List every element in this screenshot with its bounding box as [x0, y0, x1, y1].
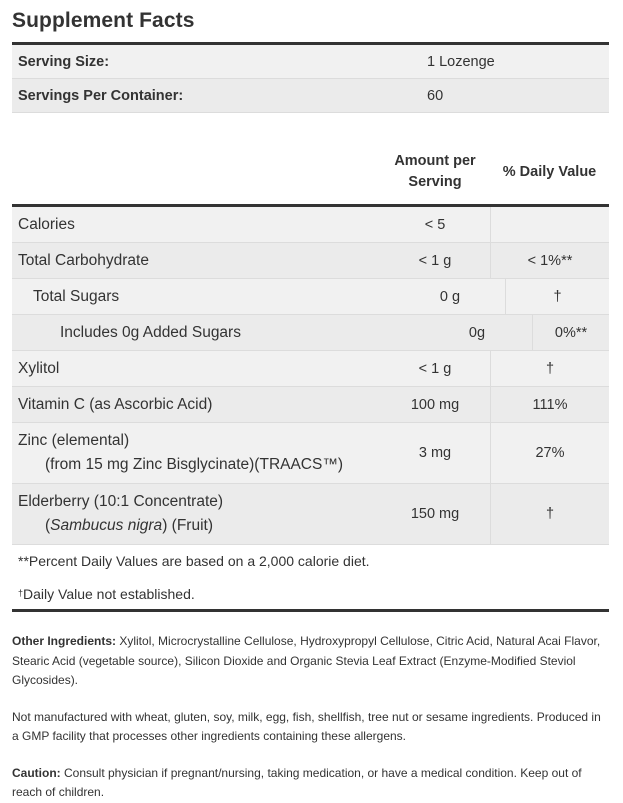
allergen-statement: Not manufactured with wheat, gluten, soy, milk, egg, fish, shellfish, tree nut or sesame ingredients. Produced in a GMP facility that processes other ingredients containing these allergens.: [12, 709, 601, 743]
nutrient-name: Vitamin C (as Ascorbic Acid): [18, 395, 213, 413]
nutrient-amount: 3 mg: [380, 423, 491, 483]
dagger-footnote: [12, 577, 609, 612]
nutrient-amount: < 1 g: [380, 351, 491, 386]
nutrient-name: Elderberry (10:1 Concentrate): [18, 493, 224, 510]
other-ingredients-label: Other Ingredients:: [12, 634, 117, 648]
dagger-text: Daily Value not established.: [23, 586, 195, 602]
percent-daily-footnote: **Percent Daily Values are based on a 2,000 calorie diet.: [18, 553, 370, 569]
other-ingredients: [12, 632, 609, 691]
nutrient-name: Zinc (elemental): [18, 432, 130, 449]
nutrient-daily-value: †: [553, 288, 562, 305]
serving-size-value: 1 Lozenge: [427, 53, 495, 70]
nutrient-daily-value: 111%: [532, 396, 568, 413]
nutrient-daily-value: †: [545, 360, 555, 377]
nutrient-amount: 100 mg: [380, 387, 491, 422]
nutrient-daily-value: 0%**: [554, 324, 588, 341]
nutrient-amount: 0g: [422, 315, 533, 350]
servings-per-container-value: 60: [427, 87, 444, 104]
nutrient-amount: 0 g: [395, 279, 506, 314]
nutrient-amount: 150 mg: [380, 484, 491, 544]
nutrient-daily-value: †: [545, 506, 555, 522]
caution-label: Caution:: [12, 765, 61, 780]
nutrient-daily-value: [491, 207, 609, 242]
caution-text: Consult physician if pregnant/nursing, taking medication, or have a medical condition. Keep out of reach of children.: [12, 765, 582, 799]
nutrient-name: Total Sugars: [33, 287, 120, 305]
latin-name: Sambucus nigra: [50, 517, 163, 534]
serving-size-row: [12, 45, 609, 79]
header-amount-line2: Serving: [408, 174, 462, 190]
nutrient-source: (from 15 mg Zinc Bisglycinate)(TRAACS™): [45, 456, 344, 473]
table-row: [12, 423, 609, 484]
table-row: [12, 207, 609, 243]
nutrient-table-header: [12, 140, 609, 207]
source-close: ) (Fruit): [162, 517, 213, 534]
table-row: [12, 315, 609, 351]
table-row: [12, 279, 609, 315]
nutrient-name: Total Carbohydrate: [18, 251, 149, 269]
nutrient-name: Xylitol: [18, 359, 60, 377]
serving-size-label: Serving Size:: [18, 53, 110, 70]
supplement-facts-panel: [12, 0, 609, 803]
nutrient-name-cell: [12, 423, 380, 483]
nutrient-table: [12, 207, 609, 545]
caution-statement: [12, 764, 609, 803]
page-title: Supplement Facts: [12, 9, 195, 32]
header-amount: [380, 151, 490, 193]
table-row: [12, 243, 609, 279]
nutrient-amount: < 1 g: [380, 243, 491, 278]
nutrient-daily-value: < 1%**: [527, 252, 573, 269]
serving-info-table: [12, 42, 609, 113]
nutrient-source: [18, 514, 380, 538]
dagger-symbol: †: [18, 588, 24, 598]
table-row: [12, 351, 609, 387]
nutrient-daily-value: 27%: [535, 445, 565, 461]
other-ingredients-text: Xylitol, Microcrystalline Cellulose, Hydroxypropyl Cellulose, Citric Acid, Natural Acai Flavor, Stearic Acid (vegetable source), Silicon Dioxide and Organic Stevia Leaf Extract (Enzyme-Modified Steviol Glycosides).: [12, 634, 601, 687]
servings-per-container-label: Servings Per Container:: [18, 87, 184, 104]
servings-per-container-row: [12, 79, 609, 113]
header-amount-line1: Amount per: [394, 153, 476, 169]
nutrient-name: Calories: [18, 215, 75, 233]
nutrient-name: Includes 0g Added Sugars: [60, 323, 241, 341]
header-daily-value: % Daily Value: [502, 164, 597, 180]
nutrient-amount: < 5: [380, 207, 491, 242]
table-row: [12, 484, 609, 545]
footnotes: [12, 545, 609, 612]
source-open: (: [45, 517, 51, 534]
table-row: [12, 387, 609, 423]
nutrient-name-cell: [12, 484, 380, 544]
